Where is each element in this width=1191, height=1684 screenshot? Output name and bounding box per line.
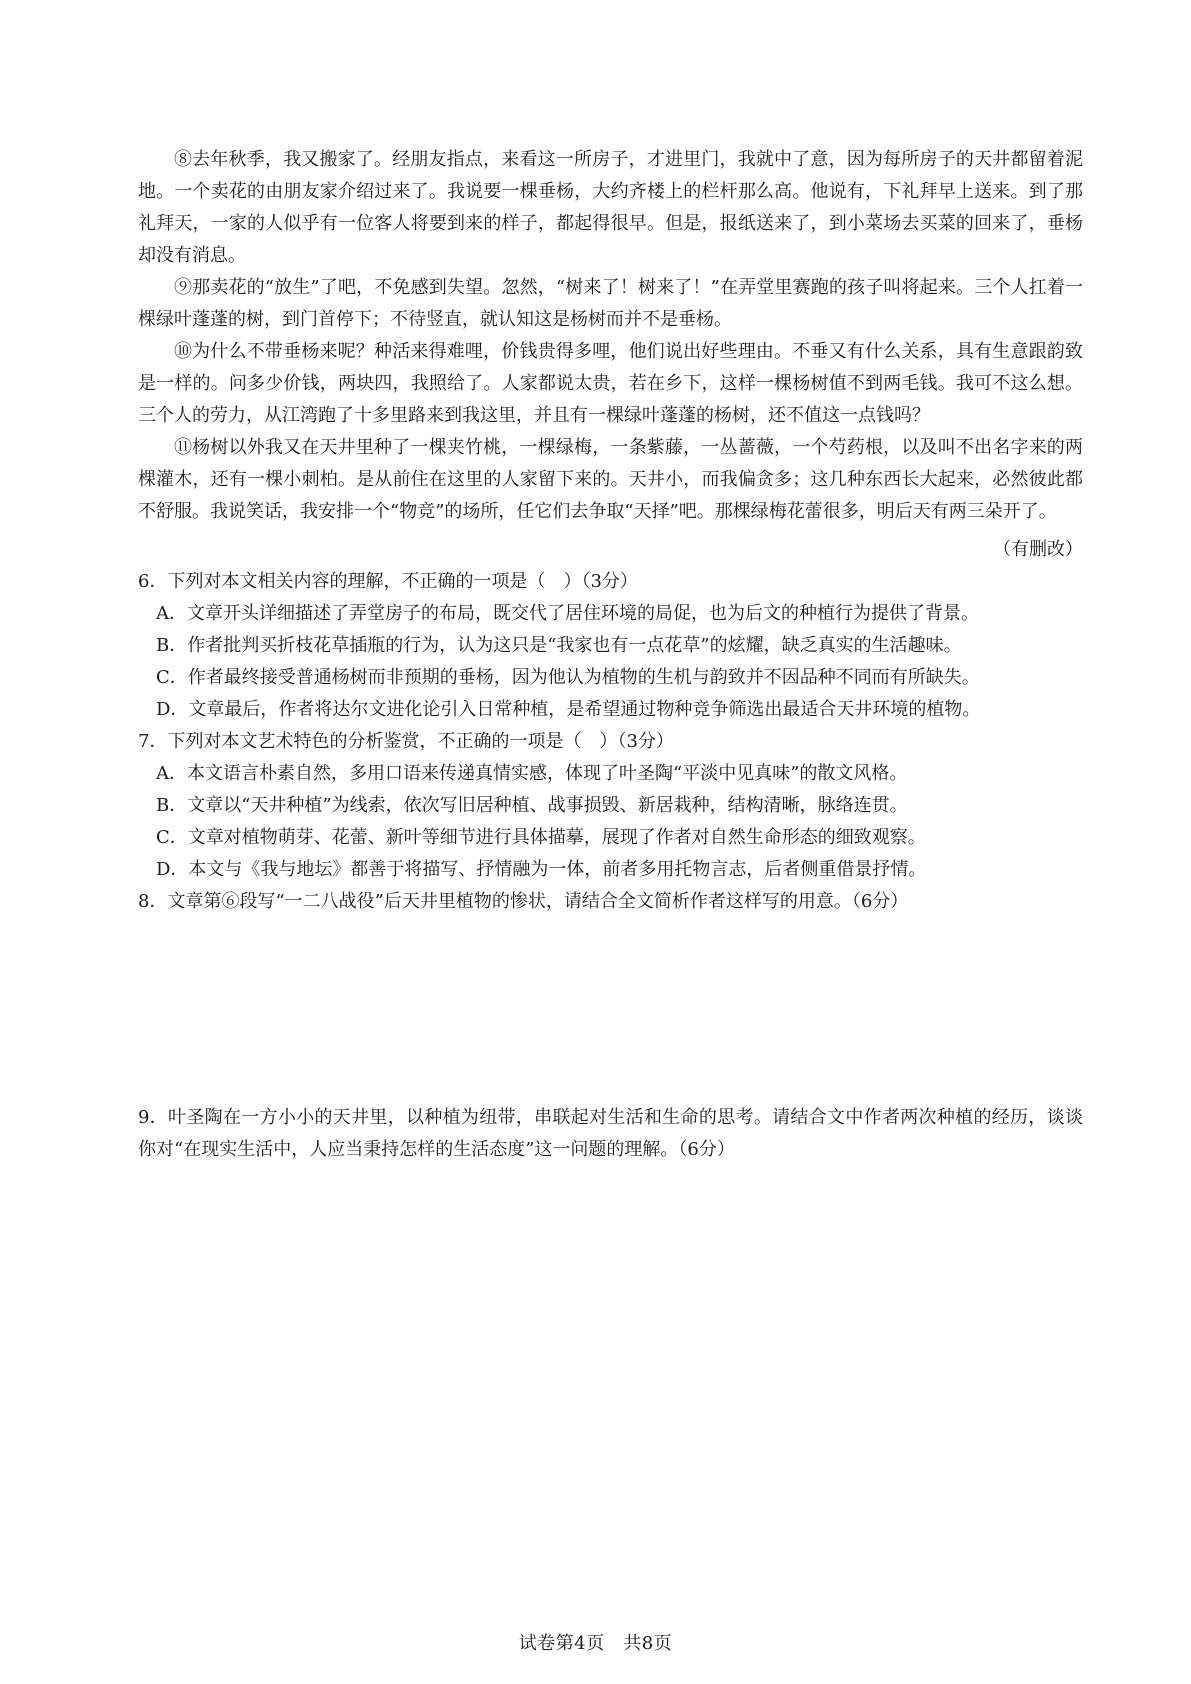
page-footer: 试卷第4页 共8页 bbox=[518, 1633, 673, 1654]
question-8-title: 8．文章第⑥段写“一二八战役”后天井里植物的惨状，请结合全文简析作者这样写的用意。（6分） bbox=[138, 891, 909, 912]
passage-paragraph-9: ⑨那卖花的“放生”了吧，不免感到失望。忽然，“树来了！树来了！”在弄堂里赛跑的孩子叫将起来。三个人扛着一棵绿叶蓬蓬的树，到门首停下；不待竖直，就认知这是杨树而并不是垂杨。 bbox=[138, 277, 1083, 330]
question-6-option-a: A．文章开头详细描述了弄堂房子的布局，既交代了居住环境的局促，也为后文的种植行为提供了背景。 bbox=[156, 603, 979, 624]
question-7-option-a: A．本文语言朴素自然，多用口语来传递真情实感，体现了叶圣陶“平淡中见真味”的散文风格。 bbox=[156, 763, 908, 784]
question-9-title: 9．叶圣陶在一方小小的天井里，以种植为纽带，串联起对生活和生命的思考。请结合文中作者两次种植的经历，谈谈你对“在现实生活中，人应当秉持怎样的生活态度”这一问题的理解。（6分） bbox=[138, 1107, 1083, 1160]
passage-paragraph-10: ⑩为什么不带垂杨来呢？种活来得难哩，价钱贵得多哩，他们说出好些理由。不垂又有什么关系，具有生意跟韵致是一样的。问多少价钱，两块四，我照给了。人家都说太贵，若在乡下，这样一棵杨树值不到两毛钱。我可不这么想。三个人的劳力，从江湾跑了十多里路来到我这里，并且有一棵绿叶蓬蓬的杨树，还不值这一点钱吗？ bbox=[138, 341, 1083, 426]
question-7-option-d: D．本文与《我与地坛》都善于将描写、抒情融为一体，前者多用托物言志，后者侧重借景抒情。 bbox=[156, 859, 927, 880]
question-6 bbox=[138, 566, 1083, 726]
question-7 bbox=[138, 726, 1083, 886]
question-6-option-d: D．文章最后，作者将达尔文进化论引入日常种植，是希望通过物种竞争筛选出最适合天井环境的植物。 bbox=[156, 699, 981, 720]
question-8 bbox=[138, 886, 1083, 918]
question-7-title: 7．下列对本文艺术特色的分析鉴赏，不正确的一项是（ ）（3分） bbox=[138, 731, 674, 752]
question-6-option-b: B．作者批判买折枝花草插瓶的行为，认为这只是“我家也有一点花草”的炫耀，缺乏真实的生活趣味。 bbox=[156, 635, 962, 656]
page-content bbox=[138, 144, 1083, 1166]
question-9 bbox=[138, 1102, 1083, 1166]
source-note: （有删改） bbox=[993, 539, 1083, 560]
question-7-option-c: C．文章对植物萌芽、花蕾、新叶等细节进行具体描摹，展现了作者对自然生命形态的细致观察。 bbox=[156, 827, 926, 848]
passage-paragraph-11: ⑪杨树以外我又在天井里种了一棵夹竹桃，一棵绿梅，一条紫藤，一丛蔷薇，一个芍药根，以及叫不出名字来的两棵灌木，还有一棵小刺柏。是从前住在这里的人家留下来的。天井小，而我偏贪多；这几种东西长大起来，必然彼此都不舒服。我说笑话，我安排一个“物竞”的场所，任它们去争取“天择”吧。那棵绿梅花蕾很多，明后天有两三朵开了。 bbox=[138, 437, 1083, 522]
question-6-option-c: C．作者最终接受普通杨树而非预期的垂杨，因为他认为植物的生机与韵致并不因品种不同而有所缺失。 bbox=[156, 667, 980, 688]
question-7-option-b: B．文章以“天井种植”为线索，依次写旧居种植、战事损毁、新居栽种，结构清晰，脉络连贯。 bbox=[156, 795, 908, 816]
passage-paragraph-8: ⑧去年秋季，我又搬家了。经朋友指点，来看这一所房子，才进里门，我就中了意，因为每所房子的天井都留着泥地。一个卖花的由朋友家介绍过来了。我说要一棵垂杨，大约齐楼上的栏杆那么高。他说有，下礼拜早上送来。到了那礼拜天，一家的人似乎有一位客人将要到来的样子，都起得很早。但是，报纸送来了，到小菜场去买菜的回来了，垂杨却没有消息。 bbox=[138, 149, 1083, 266]
question-6-title: 6．下列对本文相关内容的理解，不正确的一项是（ ）（3分） bbox=[138, 571, 638, 592]
reading-passage bbox=[138, 144, 1083, 566]
